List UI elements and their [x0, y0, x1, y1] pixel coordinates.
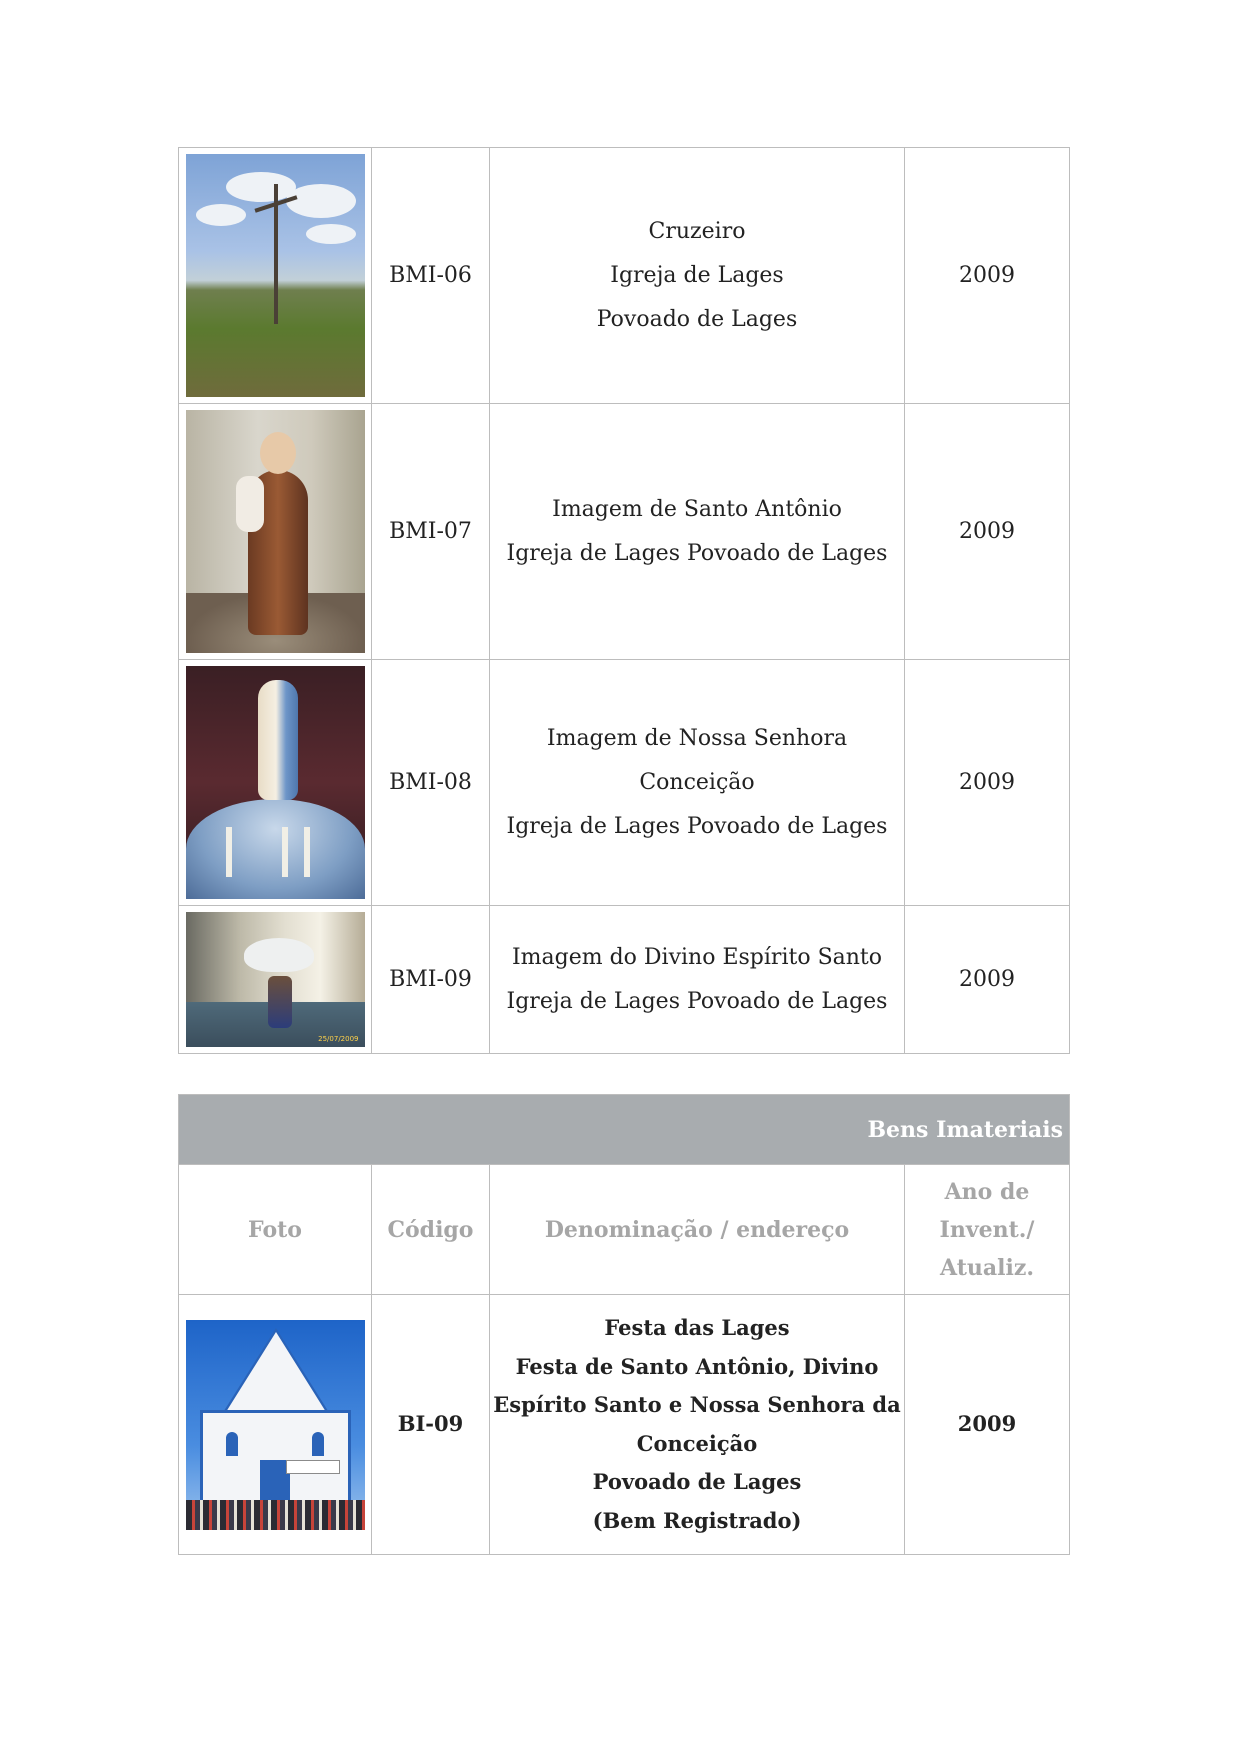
header-year-line: Invent./ — [939, 1216, 1035, 1243]
year-cell: 2009 — [905, 404, 1070, 660]
cross-photo — [186, 154, 365, 397]
photo-cell — [179, 404, 372, 660]
photo-cell — [179, 906, 372, 1054]
table-row — [179, 660, 1070, 906]
name-cell — [490, 906, 905, 1054]
name-line: Imagem de Nossa Senhora Conceição — [546, 725, 848, 795]
code-cell: BMI-08 — [372, 660, 490, 906]
photo-cell — [179, 660, 372, 906]
photo-cell — [179, 148, 372, 404]
church-photo — [186, 1320, 365, 1530]
name-line: Igreja de Lages Povoado de Lages — [506, 988, 888, 1014]
name-line: (Bem Registrado) — [592, 1507, 802, 1533]
header-photo: Foto — [179, 1165, 372, 1295]
header-year-line: Ano de — [944, 1178, 1030, 1205]
saint-statue-photo — [186, 410, 365, 653]
name-cell — [490, 148, 905, 404]
header-year-line: Atualiz. — [940, 1254, 1034, 1281]
header-code: Código — [372, 1165, 490, 1295]
name-line: Igreja de Lages Povoado de Lages — [506, 540, 888, 566]
name-line: Imagem de Santo Antônio — [552, 496, 842, 522]
year-cell: 2009 — [905, 660, 1070, 906]
name-line: Povoado de Lages — [596, 306, 798, 332]
virgin-statue-photo — [186, 666, 365, 899]
dove-statue-photo — [186, 912, 365, 1047]
photo-cell — [179, 1295, 372, 1555]
name-line: Imagem do Divino Espírito Santo — [511, 944, 883, 970]
photo-date-stamp: 25/07/2009 — [318, 1035, 359, 1043]
name-line: Igreja de Lages Povoado de Lages — [506, 813, 888, 839]
table-row — [179, 404, 1070, 660]
year-cell: 2009 — [905, 906, 1070, 1054]
name-line: Espírito Santo e Nossa Senhora da — [493, 1392, 901, 1417]
code-cell: BMI-09 — [372, 906, 490, 1054]
section-band — [179, 1095, 1070, 1165]
header-year — [905, 1165, 1070, 1295]
year-cell: 2009 — [905, 1295, 1070, 1555]
table-row — [179, 1295, 1070, 1555]
code-cell: BI-09 — [372, 1295, 490, 1555]
table-row — [179, 906, 1070, 1054]
name-cell — [490, 660, 905, 906]
header-name: Denominação / endereço — [490, 1165, 905, 1295]
year-cell: 2009 — [905, 148, 1070, 404]
bens-moveis-table — [178, 147, 1070, 1054]
code-cell: BMI-07 — [372, 404, 490, 660]
name-line: Conceição — [636, 1430, 758, 1456]
name-line: Cruzeiro — [648, 218, 746, 244]
name-line: Igreja de Lages — [610, 262, 784, 288]
table-row — [179, 148, 1070, 404]
name-cell — [490, 1295, 905, 1555]
header-row — [179, 1165, 1070, 1295]
name-line: Festa de Santo Antônio, Divino — [515, 1353, 879, 1379]
code-cell: BMI-06 — [372, 148, 490, 404]
name-cell — [490, 404, 905, 660]
section-title: Bens Imateriais — [179, 1095, 1070, 1165]
name-line: Festa das Lages — [604, 1315, 790, 1340]
name-line: Povoado de Lages — [592, 1469, 802, 1494]
bens-imateriais-table — [178, 1094, 1070, 1555]
